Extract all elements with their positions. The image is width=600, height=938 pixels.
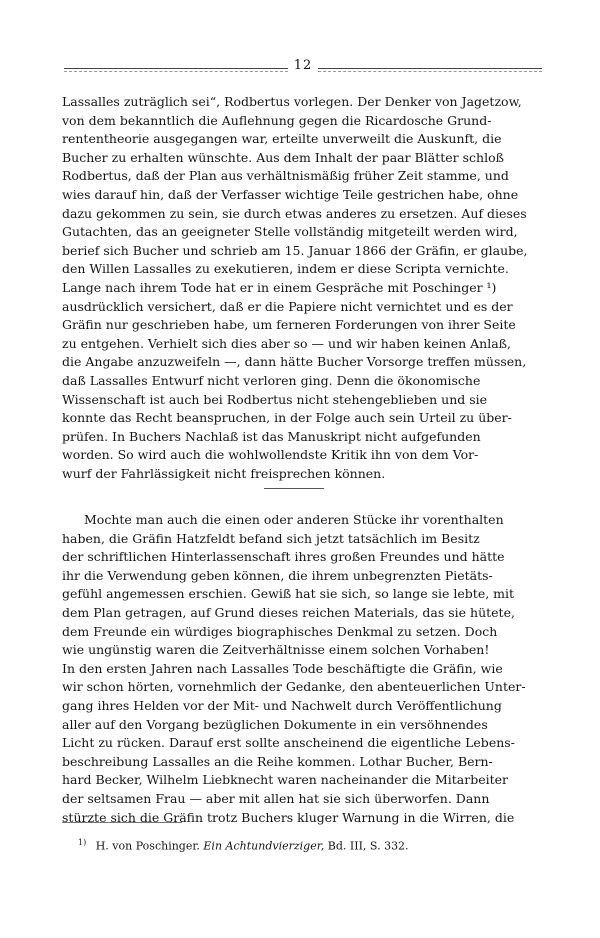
text-line: ihr die Verwendung geben können, die ihrem unbegrenzten Pietäts-: [62, 567, 493, 583]
text-line: In den ersten Jahren nach Lassalles Tode beschäftigte die Gräfin, wie: [62, 660, 503, 676]
footnote-mark: 1): [78, 838, 87, 847]
text-line: dazu gekommen zu sein, sie durch etwas anderes zu ersetzen. Auf dieses: [62, 205, 527, 221]
text-line: aller auf den Vorgang bezüglichen Dokumente in ein versöhnendes: [62, 716, 488, 732]
text-line: dem Freunde ein würdiges biographisches Denkmal zu setzen. Doch: [62, 623, 498, 639]
text-line: wie ungünstig waren die Zeitverhältnisse einem solchen Vorhaben!: [62, 642, 490, 658]
text-line: Rodbertus, daß der Plan aus verhältnismäßig früher Zeit stamme, und: [62, 168, 509, 184]
section-divider: [264, 488, 324, 489]
text-line: berief sich Bucher und schrieb am 15. Januar 1866 der Gräfin, er glaube,: [62, 242, 528, 258]
page-number: 12: [293, 58, 313, 73]
text-line: hard Becker, Wilhelm Liebknecht waren nacheinander die Mitarbeiter: [62, 772, 509, 788]
text-line: Gräfin nur geschrieben habe, um ferneren Forderungen von ihrer Seite: [62, 317, 516, 333]
text-line: Mochte man auch die einen oder anderen Stücke ihr vorenthalten: [84, 512, 504, 527]
header-rule-right: [318, 68, 542, 69]
text-line: stürzte sich die Gräfin trotz Buchers kluger Warnung in die Wirren, die: [62, 809, 515, 825]
text-line: den Willen Lassalles zu exekutieren, indem er diese Scripta vernichte.: [62, 261, 509, 277]
page-header: [64, 57, 542, 75]
text-line: gang ihres Helden vor der Mit- und Nachwelt durch Veröffentlichung: [62, 697, 502, 713]
text-line: haben, die Gräfin Hatzfeldt befand sich jetzt tatsächlich im Besitz: [62, 530, 480, 546]
text-line: wies darauf hin, daß der Verfasser wichtige Teile gestrichen habe, ohne: [62, 186, 519, 202]
text-line: beschreibung Lassalles an die Reihe kommen. Lothar Bucher, Bern-: [62, 753, 493, 769]
text-line: Lassalles zuträglich sei“, Rodbertus vorlegen. Der Denker von Jagetzow,: [62, 94, 522, 109]
paragraph-2: [62, 511, 544, 827]
text-line: dem Plan getragen, auf Grund dieses reichen Materials, das sie hütete,: [62, 604, 515, 620]
text-line: von dem bekanntlich die Auflehnung gegen die Ricardosche Grund-: [62, 112, 492, 128]
text-line: Licht zu rücken. Darauf erst sollte anscheinend die eigentliche Lebens-: [62, 735, 515, 751]
footnote-rule: [62, 822, 182, 823]
footnote: [78, 836, 538, 854]
text-line: der schriftlichen Hinterlassenschaft ihres großen Freundes und hätte: [62, 549, 505, 565]
text-line: konnte das Recht beanspruchen, in der Folge auch sein Urteil zu über-: [62, 410, 512, 426]
text-line: prüfen. In Buchers Nachlaß ist das Manuskript nicht aufgefunden: [62, 428, 481, 444]
text-line: rententheorie ausgegangen war, erteilte unverweilt die Auskunft, die: [62, 131, 502, 147]
text-line: Bucher zu erhalten wünschte. Aus dem Inhalt der paar Blätter schloß: [62, 149, 504, 165]
text-line: der seltsamen Frau — aber mit allen hat sie sich überworfen. Dann: [62, 790, 490, 806]
footnote-title: Ein Achtundvierziger,: [203, 839, 325, 853]
footnote-ref: Bd. III, S. 332.: [327, 839, 409, 853]
text-line: zu entgehen. Verhielt sich dies aber so — und wir haben keinen Anlaß,: [62, 335, 511, 351]
footnote-author: H. von Poschinger.: [95, 839, 200, 853]
text-line: worden. So wird auch die wohlwollendste Kritik ihn von dem Vor-: [62, 447, 479, 463]
text-line: wir schon hörten, vornehmlich der Gedanke, den abenteuerlichen Unter-: [62, 679, 526, 695]
text-line: die Angabe anzuzweifeln —, dann hätte Bucher Vorsorge treffen müssen,: [62, 354, 527, 370]
text-line: Gutachten, das an geeigneter Stelle vollständig mitgeteilt werden wird,: [62, 224, 518, 240]
text-line: daß Lassalles Entwurf nicht verloren ging. Denn die ökonomische: [62, 372, 481, 388]
text-line: wurf der Fahrlässigkeit nicht freisprechen können.: [62, 465, 386, 481]
text-line: Wissenschaft ist auch bei Rodbertus nicht stehengeblieben und sie: [62, 391, 488, 407]
text-line: Lange nach ihrem Tode hat er in einem Gespräche mit Poschinger ¹): [62, 279, 497, 295]
text-line: gefühl angemessen erschien. Gewiß hat sie sich, so lange sie lebte, mit: [62, 586, 515, 602]
paragraph-1: [62, 93, 544, 483]
text-line: ausdrücklich versichert, daß er die Papiere nicht vernichtet und es der: [62, 298, 513, 314]
